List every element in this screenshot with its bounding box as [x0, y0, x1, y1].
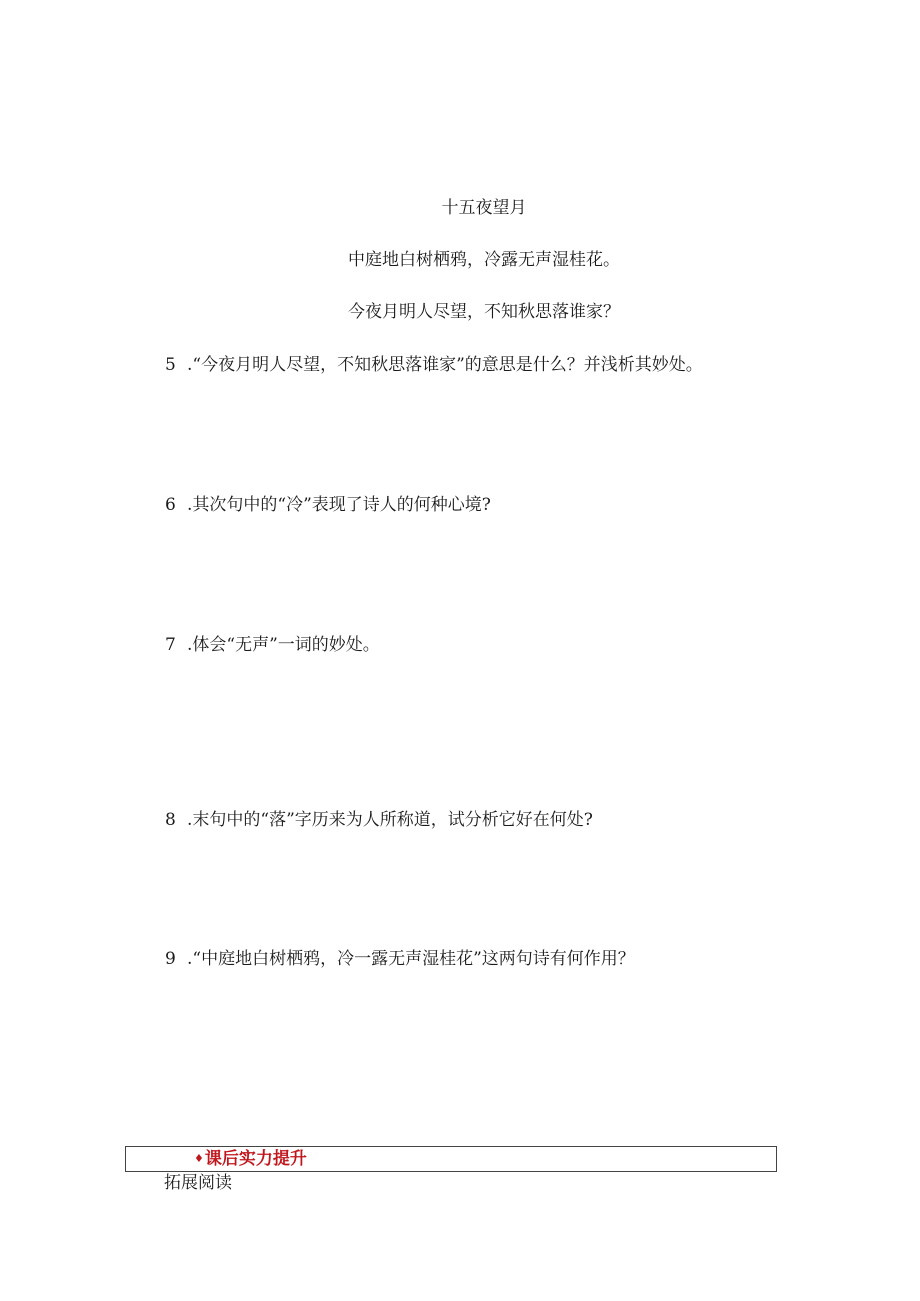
- question-number: 9: [165, 949, 176, 969]
- question-7: [165, 634, 380, 656]
- section-subtitle: 拓展阅读: [164, 1173, 232, 1193]
- poem-line-1: 中庭地白树栖鸦，冷露无声湿桂花。: [348, 250, 620, 270]
- question-number: 7: [165, 635, 176, 655]
- question-text: .“中庭地白树栖鸦，冷一露无声湿桂花”这两句诗有何作用？: [187, 949, 635, 969]
- question-9: [165, 948, 635, 970]
- section-header-box: [125, 1146, 777, 1172]
- question-5: [165, 354, 703, 376]
- section-title: [194, 1148, 307, 1170]
- question-number: 8: [165, 810, 176, 830]
- poem-title: 十五夜望月: [441, 198, 527, 218]
- section-title-text: 课后实力提升: [204, 1149, 307, 1169]
- question-6: [165, 494, 491, 516]
- question-text: .其次句中的“冷”表现了诗人的何种心境?: [187, 495, 491, 515]
- question-text: .末句中的“落”字历来为人所称道，试分析它好在何处?: [187, 810, 593, 830]
- question-number: 5: [165, 355, 176, 375]
- question-8: [165, 809, 593, 831]
- question-number: 6: [165, 495, 176, 515]
- poem-line-2: 今夜月明人尽望，不知秋思落谁家？: [348, 302, 620, 322]
- question-text: .“今夜月明人尽望，不知秋思落谁家”的意思是什么？并浅析其妙处。: [187, 355, 703, 375]
- question-text: .体会“无声”一词的妙处。: [187, 635, 380, 655]
- diamond-icon: ♦: [194, 1152, 204, 1165]
